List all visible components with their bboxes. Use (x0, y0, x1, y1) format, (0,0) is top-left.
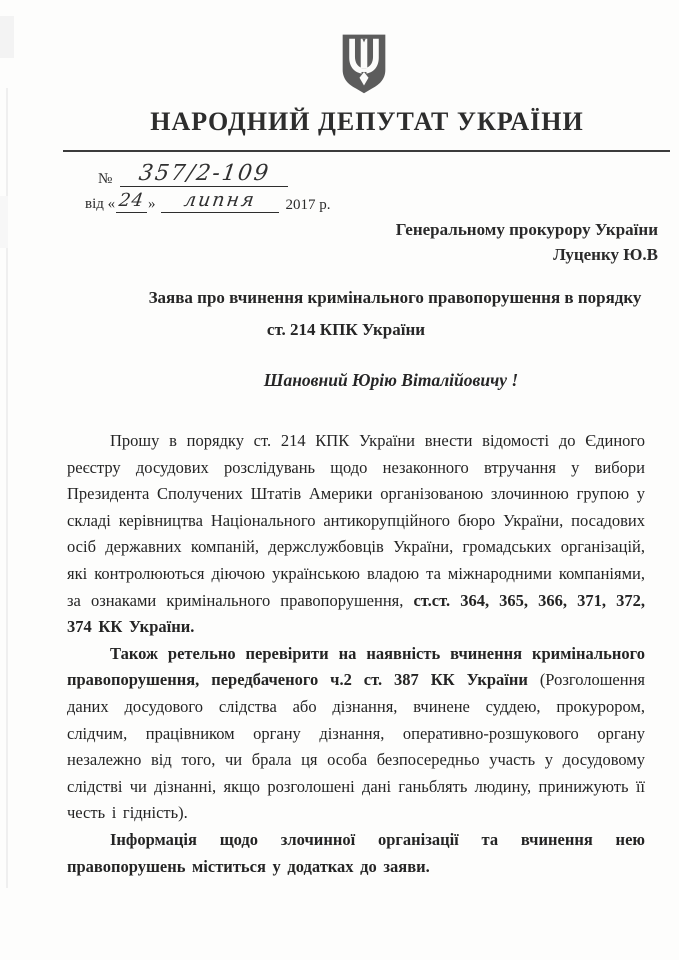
letter-body (67, 428, 645, 880)
addressee-block (396, 217, 658, 267)
date-day-underline (116, 192, 147, 213)
paragraph-3-bold: Інформація щодо злочинної організації та вчинення нею правопорушень міститься у додатках до заяви. (67, 829, 645, 876)
paragraph-3 (67, 827, 645, 880)
reference-number-label: № (98, 170, 113, 187)
reference-block (85, 157, 331, 213)
paragraph-1 (67, 428, 645, 641)
paragraph-2 (67, 641, 645, 827)
scan-artifact (0, 196, 8, 248)
handwritten-reference-number: 357/2-109 (137, 161, 272, 186)
addressee-line-2: Луценку Ю.В (553, 245, 658, 264)
subject-title-line-2: ст. 214 КПК України (266, 320, 426, 339)
letterhead-divider-rule (63, 150, 670, 152)
addressee-line-1: Генеральному прокурору України (395, 220, 658, 239)
reference-date-row (85, 188, 331, 213)
trident-svg (339, 33, 389, 97)
paragraph-2-text: (Розголошення даних досудового слідства або дізнання, вчинене суддею, прокурором, слідчим, працівником органу дізнання, оперативно-розшукового органу незалежно від того, чи брала ця особа безпосередньо участь у досудовому слідстві чи дізнанні, якщо розголошені дані ганьблять людину, принижують її честь і гідність). (67, 670, 645, 823)
paragraph-2-request-bold: Також ретельно перевірити на наявність вчинення кримінального правопорушення, передбаченого ч.2 ст. 387 КК України (67, 643, 645, 690)
handwritten-date-day: 24 (117, 190, 146, 211)
subject-title-line-1: Заява про вчинення кримінального правопорушення в порядку (148, 288, 642, 307)
date-prefix-label: від « (85, 196, 116, 212)
date-close-quote: » (148, 196, 156, 212)
paragraph-1-text: Прошу в порядку ст. 214 КПК України внести відомості до Єдиного реєстру досудових розслідувань щодо незаконного втручання у вибори Президента Сполучених Штатів Америки організованою злочинною групою у складі керівництва Національного антикорупційного бюро України, посадових осіб державних компаній, держслужбовців України, громадських організацій, які контролюються діючою українською владою та міжнародними компаніями, за ознаками кримінального правопорушення, (67, 431, 645, 610)
handwritten-date-month: липня (182, 189, 257, 211)
salutation: Шановний Юрію Віталійовичу ! (263, 370, 519, 390)
date-month-underline (161, 191, 279, 213)
ukraine-trident-emblem-icon (339, 33, 389, 97)
reference-number-underline (120, 163, 288, 187)
paragraph-1-articles-bold: ст.ст. 364, 365, 366, 371, 372, 374 КК України. (67, 590, 645, 637)
date-year-label: 2017 р. (285, 196, 331, 213)
reference-number-row (85, 157, 331, 187)
scan-artifact (0, 16, 14, 58)
letterhead-title: НАРОДНИЙ ДЕПУТАТ УКРАЇНИ (150, 107, 584, 136)
